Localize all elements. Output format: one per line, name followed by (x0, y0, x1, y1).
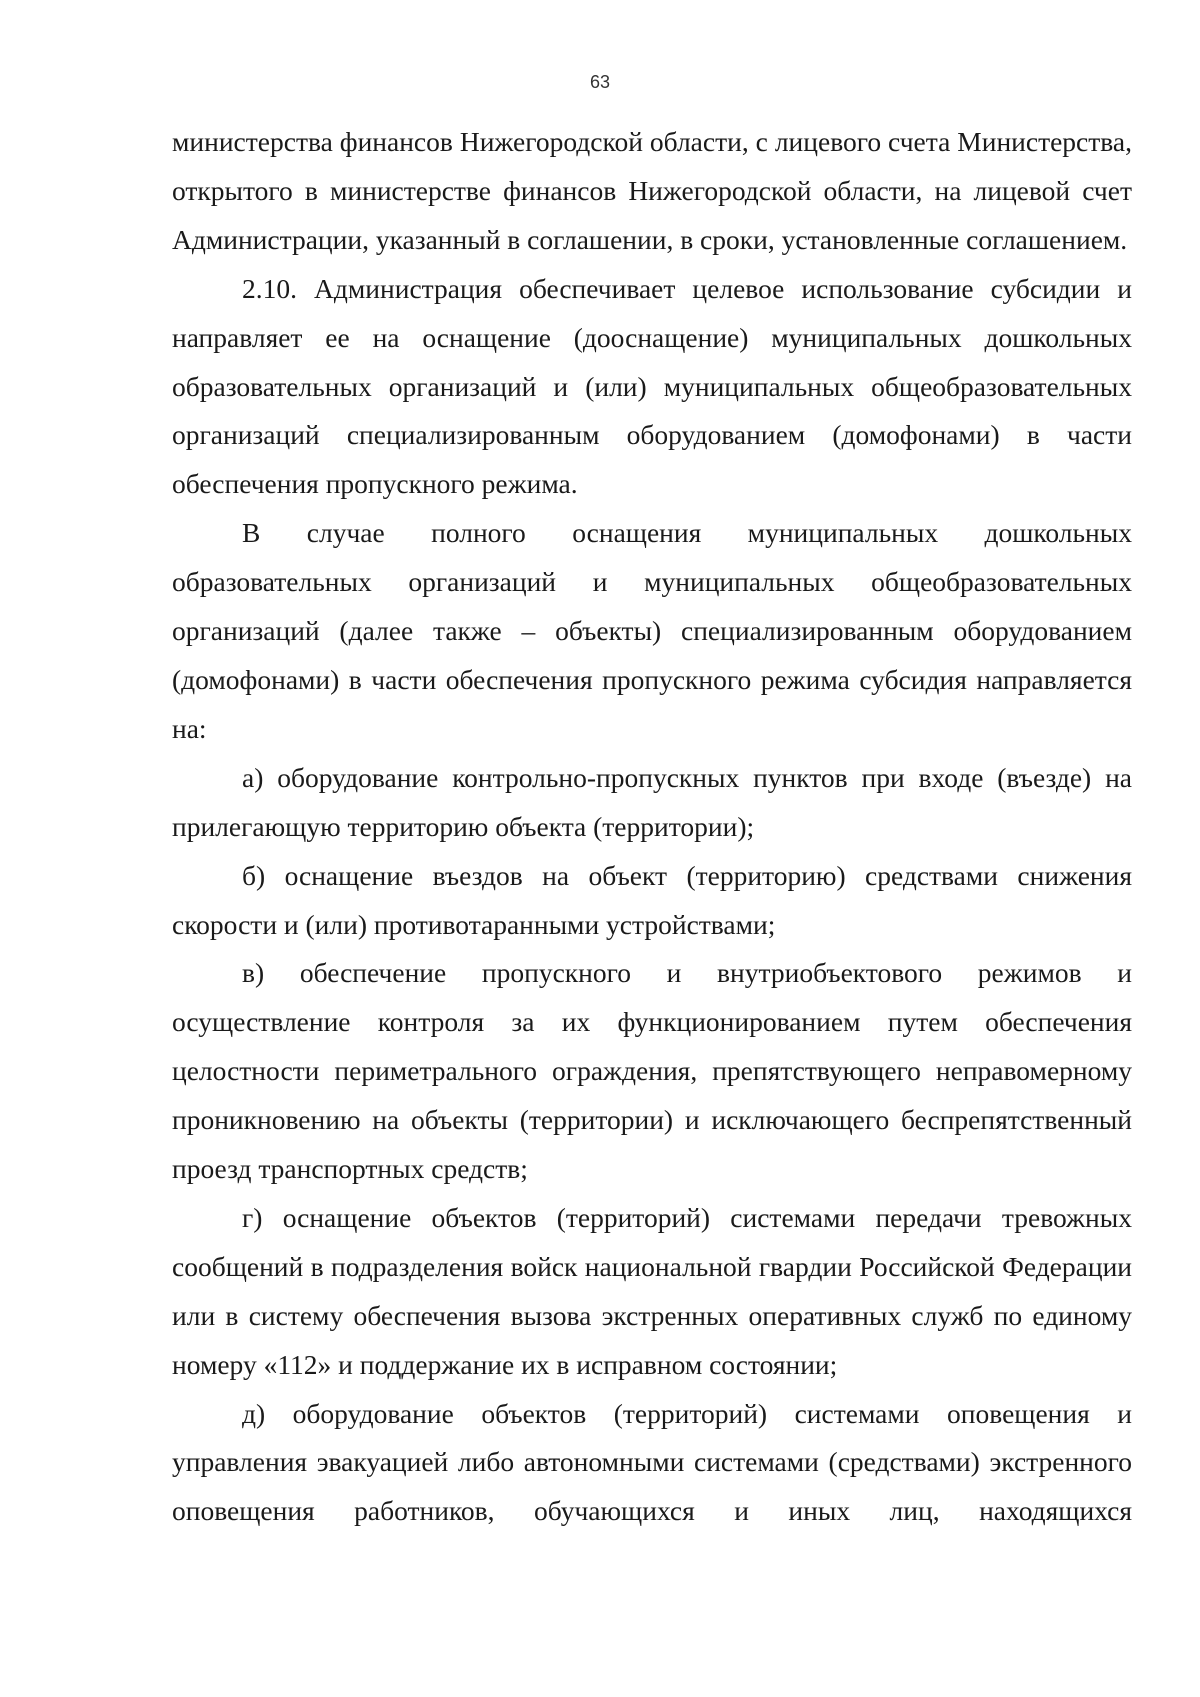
document-body (172, 118, 1132, 1536)
list-item-d: д) оборудование объектов (территорий) системами оповещения и управления эвакуацией либо автономными системами (средствами) экстренного оповещения работников, обучающихся и иных лиц, находящихся (172, 1397, 1132, 1527)
paragraph-continuation: министерства финансов Нижегородской области, с лицевого счета Министерства, открытого в министерстве финансов Нижегородской области, на лицевой счет Администрации, указанный в соглашении, в сроки, установленные соглашением. (172, 126, 1132, 255)
page-number: 63 (589, 72, 611, 92)
paragraph-2-10: 2.10. Администрация обеспечивает целевое использование субсидии и направляет ее на оснащение (дооснащение) муниципальных дошкольных образовательных организаций и (или) муниципальных общеобразовательных организаций специализированным оборудованием (домофонами) в части обеспечения пропускного режима. (172, 272, 1132, 500)
list-item-b: б) оснащение въездов на объект (территорию) средствами снижения скорости и (или) противотаранными устройствами; (172, 859, 1132, 940)
list-item-a: а) оборудование контрольно-пропускных пунктов при входе (въезде) на прилегающую территорию объекта (территории); (172, 761, 1132, 842)
paragraph-full-equipment: В случае полного оснащения муниципальных дошкольных образовательных организаций и муниципальных общеобразовательных организаций (далее также – объекты) специализированным оборудованием (домофонами) в части обеспечения пропускного режима субсидия направляется на: (172, 517, 1132, 744)
list-item-g: г) оснащение объектов (территорий) системами передачи тревожных сообщений в подразделения войск национальной гвардии Российской Федерации или в систему обеспечения вызова экстренных оперативных служб по единому номеру «112» и поддержание их в исправном состоянии; (172, 1201, 1132, 1380)
list-item-v: в) обеспечение пропускного и внутриобъектового режимов и осуществление контроля за их функционированием путем обеспечения целостности периметрального ограждения, препятствующего неправомерному проникновению на объекты (территории) и исключающего беспрепятственный проезд транспортных средств; (172, 957, 1132, 1185)
